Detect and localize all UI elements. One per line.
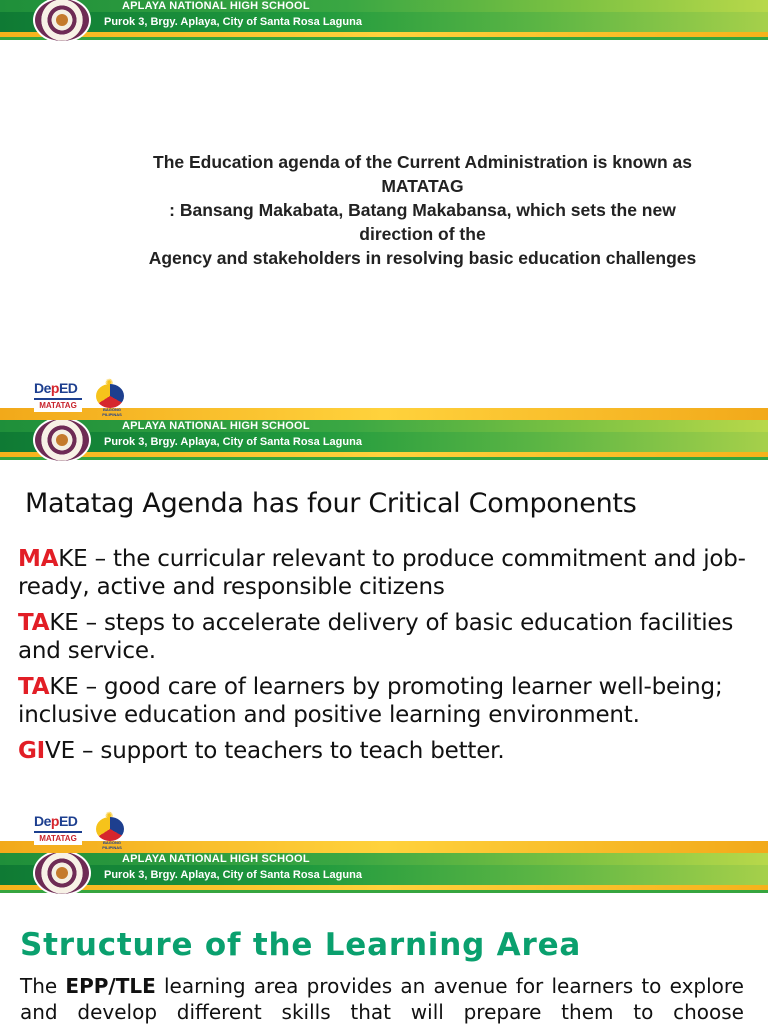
school-name: APLAYA NATIONAL HIGH SCHOOL: [122, 0, 310, 12]
bagong-pilipinas-logo-icon: BAGONG PILIPINAS: [93, 811, 131, 847]
list-item: TAKE – steps to accelerate delivery of basic education facilities and service.: [18, 610, 734, 664]
learning-area-text: The EPP/TLE learning area provides an avenue for learners to explore and develop different skills that will prepare them to choose: [20, 974, 744, 1024]
school-header: [0, 420, 768, 462]
header-band-green: [0, 37, 768, 40]
list-item: GIVE – support to teachers to teach better.: [18, 738, 505, 764]
deped-logo-icon: DepED MATATAG: [34, 813, 82, 846]
slide-1: [0, 0, 768, 420]
school-header: [0, 0, 768, 42]
bagong-pilipinas-logo-icon: BAGONG PILIPINAS: [93, 378, 131, 414]
list-item: TAKE – good care of learners by promoting learner well-being; inclusive education and positive learning environment.: [18, 674, 723, 728]
school-address: Purok 3, Brgy. Aplaya, City of Santa Rosa Laguna: [104, 436, 362, 448]
learning-area-title: Structure of the Learning Area: [20, 927, 582, 963]
matatag-intro-text: The Education agenda of the Current Administration is known as MATATAG : Bansang Makabata, Batang Makabansa, which sets the new direction of the Agency and stakeholders in resolving basic education challenges: [148, 152, 697, 268]
slide-footer: [0, 813, 768, 853]
school-header: [0, 853, 768, 895]
header-band-top: [0, 0, 768, 12]
school-address: Purok 3, Brgy. Aplaya, City of Santa Rosa Laguna: [104, 869, 362, 881]
school-name: APLAYA NATIONAL HIGH SCHOOL: [122, 420, 310, 432]
school-address: Purok 3, Brgy. Aplaya, City of Santa Rosa Laguna: [104, 16, 362, 28]
critical-components-title: Matatag Agenda has four Critical Components: [25, 488, 637, 519]
deped-logo-icon: DepED MATATAG: [34, 380, 82, 413]
school-name: APLAYA NATIONAL HIGH SCHOOL: [122, 853, 310, 865]
list-item: MAKE – the curricular relevant to produce commitment and job-ready, active and responsible citizens: [18, 546, 746, 600]
slide-footer: [0, 380, 768, 420]
critical-components-list: [18, 546, 753, 775]
